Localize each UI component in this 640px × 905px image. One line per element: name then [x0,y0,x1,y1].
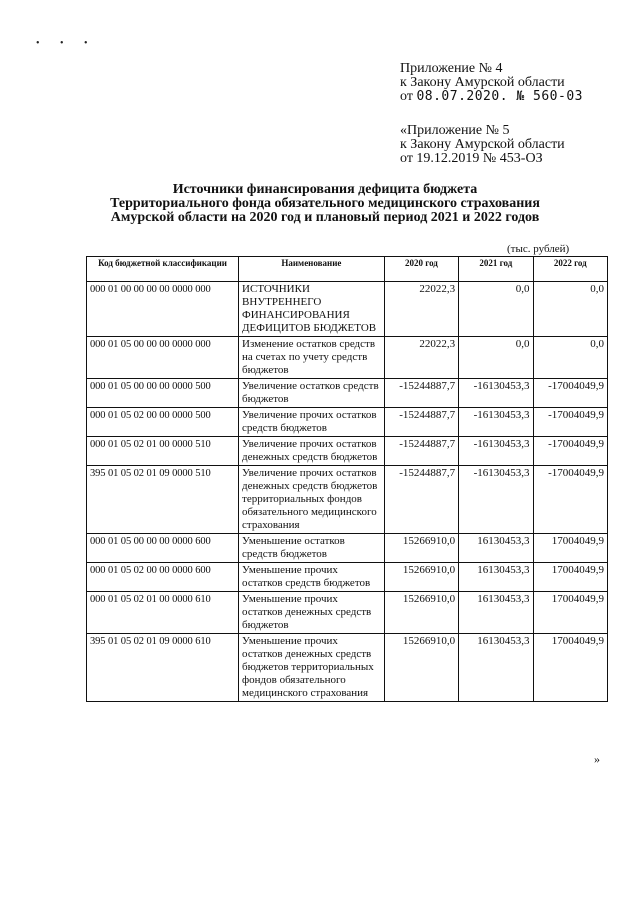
row-value-2020: 15266910,0 [384,563,458,592]
table-row [87,563,608,592]
header-2020: 2020 год [384,257,458,282]
row-value-2022: -17004049,9 [533,379,607,408]
row-value-2021: -16130453,3 [459,437,533,466]
row-name: Уменьшение остатков средств бюджетов [239,534,385,563]
row-value-2021: -16130453,3 [459,379,533,408]
table-row [87,379,608,408]
financing-sources-table [86,256,608,702]
table-row [87,437,608,466]
table-header-row [87,257,608,282]
row-value-2020: 15266910,0 [384,634,458,702]
row-value-2021: 16130453,3 [459,592,533,634]
table-row [87,337,608,379]
row-value-2021: 16130453,3 [459,534,533,563]
row-code: 000 01 05 00 00 00 0000 600 [87,534,239,563]
appendix-header-old [400,124,565,166]
row-value-2020: 22022,3 [384,282,458,337]
row-name: Изменение остатков средств на счетах по учету средств бюджетов [239,337,385,379]
title-line-2: Территориального фонда обязательного медицинского страхования [110,196,540,211]
title-line-3: Амурской области на 2020 год и плановый период 2021 и 2022 годов [110,210,540,225]
table-row [87,408,608,437]
row-value-2022: -17004049,9 [533,466,607,534]
handwritten-law-date-number: 08.07.2020. № 560-03 [416,89,583,104]
table-row [87,592,608,634]
row-code: 395 01 05 02 01 09 0000 510 [87,466,239,534]
row-name: Уменьшение прочих остатков средств бюджетов [239,563,385,592]
row-name: Увеличение прочих остатков средств бюджетов [239,408,385,437]
row-value-2022: -17004049,9 [533,408,607,437]
row-name: Увеличение прочих остатков денежных средств бюджетов [239,437,385,466]
row-value-2020: -15244887,7 [384,379,458,408]
row-value-2022: 0,0 [533,337,607,379]
appendix-new-line3 [400,90,583,104]
document-title [60,183,590,225]
row-value-2020: 15266910,0 [384,534,458,563]
appendix-new-line1: Приложение № 4 [400,61,503,76]
row-code: 000 01 00 00 00 00 0000 000 [87,282,239,337]
row-name: Увеличение прочих остатков денежных средств бюджетов территориальных фондов обязательного медицинского страхования [239,466,385,534]
row-value-2020: -15244887,7 [384,437,458,466]
row-name: Увеличение остатков средств бюджетов [239,379,385,408]
continuation-mark: » [594,752,600,766]
row-code: 395 01 05 02 01 09 0000 610 [87,634,239,702]
row-value-2022: 0,0 [533,282,607,337]
appendix-header-new [400,62,583,104]
row-value-2021: -16130453,3 [459,466,533,534]
header-2022: 2022 год [533,257,607,282]
appendix-old-line1: «Приложение № 5 [400,123,510,138]
appendix-new-date-prefix: от [400,89,413,104]
row-value-2020: 22022,3 [384,337,458,379]
row-value-2022: 17004049,9 [533,592,607,634]
row-name: Уменьшение прочих остатков денежных средств бюджетов [239,592,385,634]
title-line-1: Источники финансирования дефицита бюджета [172,182,478,197]
row-code: 000 01 05 02 00 00 0000 600 [87,563,239,592]
row-value-2020: -15244887,7 [384,408,458,437]
row-value-2021: 16130453,3 [459,634,533,702]
table-row [87,634,608,702]
appendix-old-line2: к Закону Амурской области [400,137,565,152]
row-value-2021: 0,0 [459,337,533,379]
row-code: 000 01 05 02 01 00 0000 610 [87,592,239,634]
row-code: 000 01 05 00 00 00 0000 000 [87,337,239,379]
row-code: 000 01 05 02 01 00 0000 510 [87,437,239,466]
row-name: Уменьшение прочих остатков денежных средств бюджетов территориальных фондов обязательного медицинского страхования [239,634,385,702]
appendix-new-line2: к Закону Амурской области [400,75,565,90]
table-row [87,466,608,534]
appendix-old-line3: от 19.12.2019 № 453-ОЗ [400,151,543,166]
header-2021: 2021 год [459,257,533,282]
row-name: ИСТОЧНИКИ ВНУТРЕННЕГО ФИНАНСИРОВАНИЯ ДЕФИЦИТОВ БЮДЖЕТОВ [239,282,385,337]
row-value-2021: 16130453,3 [459,563,533,592]
units-label: (тыс. рублей) [507,243,570,255]
row-value-2022: -17004049,9 [533,437,607,466]
row-value-2020: 15266910,0 [384,592,458,634]
row-value-2020: -15244887,7 [384,466,458,534]
scan-marks: • • • [36,38,97,49]
row-value-2021: 0,0 [459,282,533,337]
header-code: Код бюджетной классификации [87,257,239,282]
row-code: 000 01 05 02 00 00 0000 500 [87,408,239,437]
table-row [87,282,608,337]
table-row [87,534,608,563]
row-value-2022: 17004049,9 [533,563,607,592]
header-name: Наименование [239,257,385,282]
row-value-2021: -16130453,3 [459,408,533,437]
row-value-2022: 17004049,9 [533,534,607,563]
row-code: 000 01 05 00 00 00 0000 500 [87,379,239,408]
row-value-2022: 17004049,9 [533,634,607,702]
